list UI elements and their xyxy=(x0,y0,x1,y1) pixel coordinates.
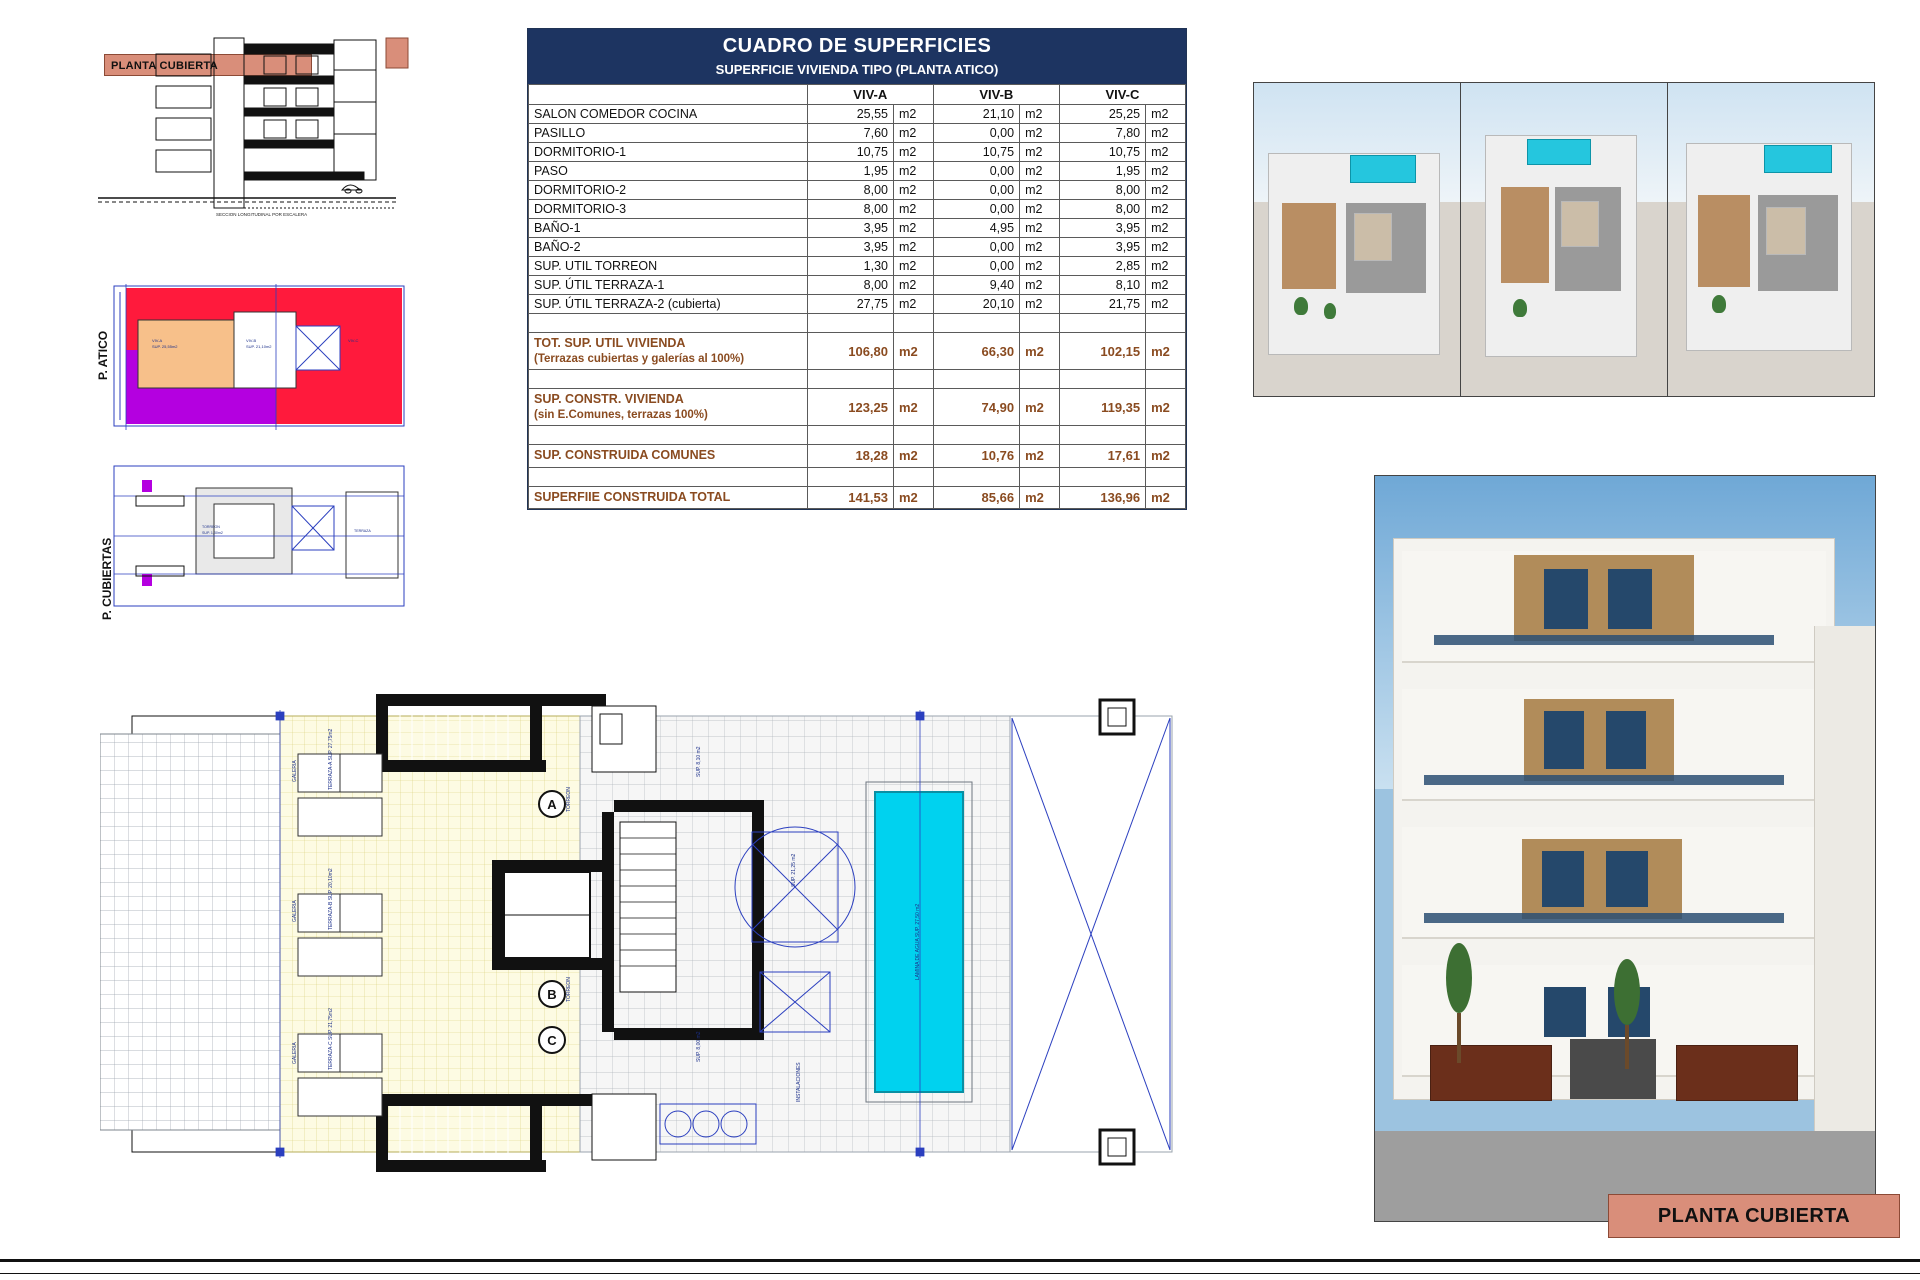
row-label: PASILLO xyxy=(529,124,808,143)
pool xyxy=(1527,139,1591,165)
balcony-rail xyxy=(1424,913,1784,923)
cell-a: 8,00 xyxy=(807,276,893,295)
cell-a-unit: m2 xyxy=(894,143,934,162)
table-row xyxy=(529,105,1186,124)
svg-text:SUP. 25,55m2: SUP. 25,55m2 xyxy=(152,344,178,349)
cell-b: 21,10 xyxy=(933,105,1019,124)
aerial-render-2 xyxy=(1461,83,1668,396)
cell-a-unit: m2 xyxy=(894,124,934,143)
aerial-render-1 xyxy=(1254,83,1461,396)
svg-text:TERRAZA-C SUP. 21,75m2: TERRAZA-C SUP. 21,75m2 xyxy=(328,1008,334,1070)
table-row xyxy=(529,162,1186,181)
total-constr-label: SUP. CONSTR. VIVIENDA xyxy=(534,392,684,406)
total-comunes-a: 18,28 xyxy=(807,445,893,468)
p-cubiertas-side-label: P. CUBIERTAS xyxy=(100,537,114,620)
tree-trunk-icon xyxy=(1457,1013,1461,1063)
total-total-c-unit: m2 xyxy=(1146,486,1186,509)
svg-text:A: A xyxy=(547,797,557,812)
cell-c: 3,95 xyxy=(1059,238,1145,257)
total-constr-note: (sin E.Comunes, terrazas 100%) xyxy=(534,408,708,421)
table-row xyxy=(529,219,1186,238)
cell-a-unit: m2 xyxy=(894,276,934,295)
cell-b-unit: m2 xyxy=(1020,200,1060,219)
total-comunes-a-unit: m2 xyxy=(894,445,934,468)
pool xyxy=(1350,155,1416,183)
cell-a-unit: m2 xyxy=(894,200,934,219)
cell-c: 8,10 xyxy=(1059,276,1145,295)
total-total-b-unit: m2 xyxy=(1020,486,1060,509)
cell-c-unit: m2 xyxy=(1146,257,1186,276)
row-label: SUP. UTIL TORREON xyxy=(529,257,808,276)
row-label: DORMITORIO-2 xyxy=(529,181,808,200)
svg-text:TORREON: TORREON xyxy=(202,525,220,529)
cell-b: 0,00 xyxy=(933,162,1019,181)
cell-a: 8,00 xyxy=(807,200,893,219)
cell-a: 3,95 xyxy=(807,219,893,238)
table-column-headers xyxy=(529,85,1186,105)
planta-cubierta-label: PLANTA CUBIERTA xyxy=(104,54,312,76)
total-util-c: 102,15 xyxy=(1059,333,1145,370)
table-spacer-row xyxy=(529,314,1186,333)
cell-c: 7,80 xyxy=(1059,124,1145,143)
table-spacer-row xyxy=(529,467,1186,486)
table-row xyxy=(529,181,1186,200)
svg-text:GALERIA: GALERIA xyxy=(292,760,298,782)
table-subtitle: SUPERFICIE VIVIENDA TIPO (PLANTA ATICO) xyxy=(715,62,999,77)
table-row xyxy=(529,238,1186,257)
cell-c: 1,95 xyxy=(1059,162,1145,181)
tree-icon xyxy=(1712,295,1726,313)
total-row-constr xyxy=(529,389,1186,426)
col-head-viv-c: VIV-C xyxy=(1059,85,1185,105)
garage-door xyxy=(1430,1045,1552,1101)
cell-a-unit: m2 xyxy=(894,219,934,238)
row-label: BAÑO-2 xyxy=(529,238,808,257)
svg-text:SUP. 21,10m2: SUP. 21,10m2 xyxy=(246,344,272,349)
cell-c-unit: m2 xyxy=(1146,162,1186,181)
svg-text:SUP. 8,10 m2: SUP. 8,10 m2 xyxy=(696,746,702,777)
cell-a: 1,30 xyxy=(807,257,893,276)
cell-a-unit: m2 xyxy=(894,162,934,181)
p-atico-side-label: P. ATICO xyxy=(96,330,110,380)
sheet-bottom-rule-thin xyxy=(0,1273,1920,1274)
svg-text:GALERIA: GALERIA xyxy=(292,900,298,922)
cell-a: 7,60 xyxy=(807,124,893,143)
facade-render xyxy=(1374,475,1876,1222)
svg-text:TORREON: TORREON xyxy=(566,977,572,1002)
total-total-b: 85,66 xyxy=(933,486,1019,509)
aerial-render-3 xyxy=(1668,83,1874,396)
cell-c: 10,75 xyxy=(1059,143,1145,162)
cell-a: 27,75 xyxy=(807,295,893,314)
cell-a: 3,95 xyxy=(807,238,893,257)
tree-trunk-icon xyxy=(1625,1025,1629,1069)
atico-color-plan xyxy=(96,282,436,432)
total-comunes-b-unit: m2 xyxy=(1020,445,1060,468)
row-label: DORMITORIO-1 xyxy=(529,143,808,162)
table-row xyxy=(529,143,1186,162)
wood-deck xyxy=(1698,195,1750,287)
balcony-rail xyxy=(1424,775,1784,785)
garage-door xyxy=(1676,1045,1798,1101)
cell-b-unit: m2 xyxy=(1020,105,1060,124)
window-glass xyxy=(1608,569,1652,629)
total-total-label: SUPERFIIE CONSTRUIDA TOTAL xyxy=(529,486,808,509)
sheet-bottom-rule xyxy=(0,1259,1920,1262)
total-util-a: 106,80 xyxy=(807,333,893,370)
svg-text:SUP. 1,30m2: SUP. 1,30m2 xyxy=(202,531,223,535)
window-glass xyxy=(1606,851,1648,907)
table-row xyxy=(529,200,1186,219)
cell-b: 9,40 xyxy=(933,276,1019,295)
cell-b: 0,00 xyxy=(933,124,1019,143)
total-total-a-unit: m2 xyxy=(894,486,934,509)
table-spacer-row xyxy=(529,370,1186,389)
wood-deck xyxy=(1282,203,1336,289)
table-header xyxy=(528,29,1186,84)
cubiertas-plan xyxy=(96,462,436,612)
cell-c: 25,25 xyxy=(1059,105,1145,124)
cell-b-unit: m2 xyxy=(1020,295,1060,314)
cell-b-unit: m2 xyxy=(1020,219,1060,238)
penthouse-volume xyxy=(1766,207,1806,255)
cell-b: 0,00 xyxy=(933,181,1019,200)
window-glass xyxy=(1544,569,1588,629)
total-util-b-unit: m2 xyxy=(1020,333,1060,370)
side-wall xyxy=(1814,626,1875,1131)
aerial-render-strip xyxy=(1253,82,1875,397)
cell-a: 1,95 xyxy=(807,162,893,181)
roof-floor-plan-svg xyxy=(100,672,1220,1197)
cell-b: 0,00 xyxy=(933,257,1019,276)
surfaces-grid xyxy=(528,84,1186,509)
table-row xyxy=(529,295,1186,314)
row-label: SUP. ÚTIL TERRAZA-2 (cubierta) xyxy=(529,295,808,314)
svg-text:VIV-B: VIV-B xyxy=(246,338,257,343)
cell-a-unit: m2 xyxy=(894,105,934,124)
tree-icon xyxy=(1614,959,1640,1025)
total-util-c-unit: m2 xyxy=(1146,333,1186,370)
svg-text:GALERIA: GALERIA xyxy=(292,1042,298,1064)
total-constr-b: 74,90 xyxy=(933,389,1019,426)
cell-c-unit: m2 xyxy=(1146,219,1186,238)
cell-b-unit: m2 xyxy=(1020,162,1060,181)
cell-c-unit: m2 xyxy=(1146,181,1186,200)
svg-text:TERRAZA-A SUP. 27,75m2: TERRAZA-A SUP. 27,75m2 xyxy=(328,728,334,790)
cell-b-unit: m2 xyxy=(1020,238,1060,257)
cell-a-unit: m2 xyxy=(894,238,934,257)
svg-text:SUP. 8,00 m2: SUP. 8,00 m2 xyxy=(696,1031,702,1062)
table-row xyxy=(529,124,1186,143)
total-util-note: (Terrazas cubiertas y galerías al 100%) xyxy=(534,352,745,365)
table-row xyxy=(529,276,1186,295)
total-util-b: 66,30 xyxy=(933,333,1019,370)
cell-b: 4,95 xyxy=(933,219,1019,238)
row-label: PASO xyxy=(529,162,808,181)
cell-b: 0,00 xyxy=(933,238,1019,257)
sheet-footer-tag: PLANTA CUBIERTA xyxy=(1608,1194,1900,1238)
total-constr-c-unit: m2 xyxy=(1146,389,1186,426)
total-comunes-c: 17,61 xyxy=(1059,445,1145,468)
cell-b-unit: m2 xyxy=(1020,124,1060,143)
cell-c-unit: m2 xyxy=(1146,143,1186,162)
row-label: SALON COMEDOR COCINA xyxy=(529,105,808,124)
row-label: SUP. ÚTIL TERRAZA-1 xyxy=(529,276,808,295)
wood-panel xyxy=(1514,555,1694,641)
total-util-a-unit: m2 xyxy=(894,333,934,370)
window-glass xyxy=(1544,987,1586,1037)
window-glass xyxy=(1544,711,1584,769)
surfaces-table xyxy=(527,28,1187,510)
total-row-total xyxy=(529,486,1186,509)
cell-b-unit: m2 xyxy=(1020,276,1060,295)
total-comunes-b: 10,76 xyxy=(933,445,1019,468)
cell-c-unit: m2 xyxy=(1146,238,1186,257)
tree-icon xyxy=(1294,297,1308,315)
svg-text:TERRAZA: TERRAZA xyxy=(354,529,371,533)
cell-c: 2,85 xyxy=(1059,257,1145,276)
cell-c: 21,75 xyxy=(1059,295,1145,314)
svg-text:SUP. 21,25 m2: SUP. 21,25 m2 xyxy=(791,853,797,887)
penthouse-volume xyxy=(1561,201,1599,247)
cell-c: 3,95 xyxy=(1059,219,1145,238)
wood-deck xyxy=(1501,187,1549,283)
cell-a: 10,75 xyxy=(807,143,893,162)
table-row xyxy=(529,257,1186,276)
svg-text:TERRAZA-B SUP. 20,10m2: TERRAZA-B SUP. 20,10m2 xyxy=(328,868,334,930)
section-svg xyxy=(96,30,436,220)
entrance-portal xyxy=(1570,1039,1656,1099)
table-title: CUADRO DE SUPERFICIES xyxy=(722,35,992,57)
cell-b: 20,10 xyxy=(933,295,1019,314)
cell-c: 8,00 xyxy=(1059,181,1145,200)
cell-c-unit: m2 xyxy=(1146,124,1186,143)
roof-floor-plan xyxy=(100,672,1220,1197)
col-head-blank xyxy=(529,85,808,105)
pool xyxy=(1764,145,1832,173)
svg-text:SECCION LONGITUDINAL POR ESCAL: SECCION LONGITUDINAL POR ESCALERA xyxy=(216,212,308,217)
cell-b-unit: m2 xyxy=(1020,181,1060,200)
cell-b-unit: m2 xyxy=(1020,257,1060,276)
cell-b-unit: m2 xyxy=(1020,143,1060,162)
total-constr-b-unit: m2 xyxy=(1020,389,1060,426)
total-row-comunes xyxy=(529,445,1186,468)
col-head-viv-b: VIV-B xyxy=(933,85,1059,105)
window-glass xyxy=(1606,711,1646,769)
row-label: DORMITORIO-3 xyxy=(529,200,808,219)
cell-a-unit: m2 xyxy=(894,257,934,276)
cell-a-unit: m2 xyxy=(894,181,934,200)
cell-c: 8,00 xyxy=(1059,200,1145,219)
total-total-a: 141,53 xyxy=(807,486,893,509)
total-comunes-c-unit: m2 xyxy=(1146,445,1186,468)
cell-b: 10,75 xyxy=(933,143,1019,162)
total-row-util xyxy=(529,333,1186,370)
total-constr-a: 123,25 xyxy=(807,389,893,426)
cell-c-unit: m2 xyxy=(1146,105,1186,124)
cell-a: 8,00 xyxy=(807,181,893,200)
svg-text:INSTALACIONES: INSTALACIONES xyxy=(796,1062,802,1102)
svg-text:VIV-A: VIV-A xyxy=(152,338,163,343)
table-spacer-row xyxy=(529,426,1186,445)
window-glass xyxy=(1542,851,1584,907)
building-volume xyxy=(1393,538,1835,1100)
tree-icon xyxy=(1324,303,1336,319)
building-section-drawing xyxy=(96,30,436,220)
penthouse-volume xyxy=(1354,213,1392,261)
total-comunes-label: SUP. CONSTRUIDA COMUNES xyxy=(529,445,808,468)
total-total-c: 136,96 xyxy=(1059,486,1145,509)
total-constr-c: 119,35 xyxy=(1059,389,1145,426)
row-label: BAÑO-1 xyxy=(529,219,808,238)
total-constr-a-unit: m2 xyxy=(894,389,934,426)
col-head-viv-a: VIV-A xyxy=(807,85,933,105)
svg-text:TORREON: TORREON xyxy=(566,787,572,812)
svg-text:B: B xyxy=(547,987,557,1002)
cell-a-unit: m2 xyxy=(894,295,934,314)
svg-text:VIV-C: VIV-C xyxy=(348,338,359,343)
tree-icon xyxy=(1446,943,1472,1013)
total-util-label: TOT. SUP. UTIL VIVIENDA xyxy=(534,336,686,350)
tree-icon xyxy=(1513,299,1527,317)
balcony-rail xyxy=(1434,635,1774,645)
cell-c-unit: m2 xyxy=(1146,295,1186,314)
svg-text:LAMINA DE AGUA SUP. 27,50 m2: LAMINA DE AGUA SUP. 27,50 m2 xyxy=(915,903,921,981)
cell-c-unit: m2 xyxy=(1146,276,1186,295)
cell-b: 0,00 xyxy=(933,200,1019,219)
svg-text:C: C xyxy=(547,1033,557,1048)
cell-a: 25,55 xyxy=(807,105,893,124)
cell-c-unit: m2 xyxy=(1146,200,1186,219)
